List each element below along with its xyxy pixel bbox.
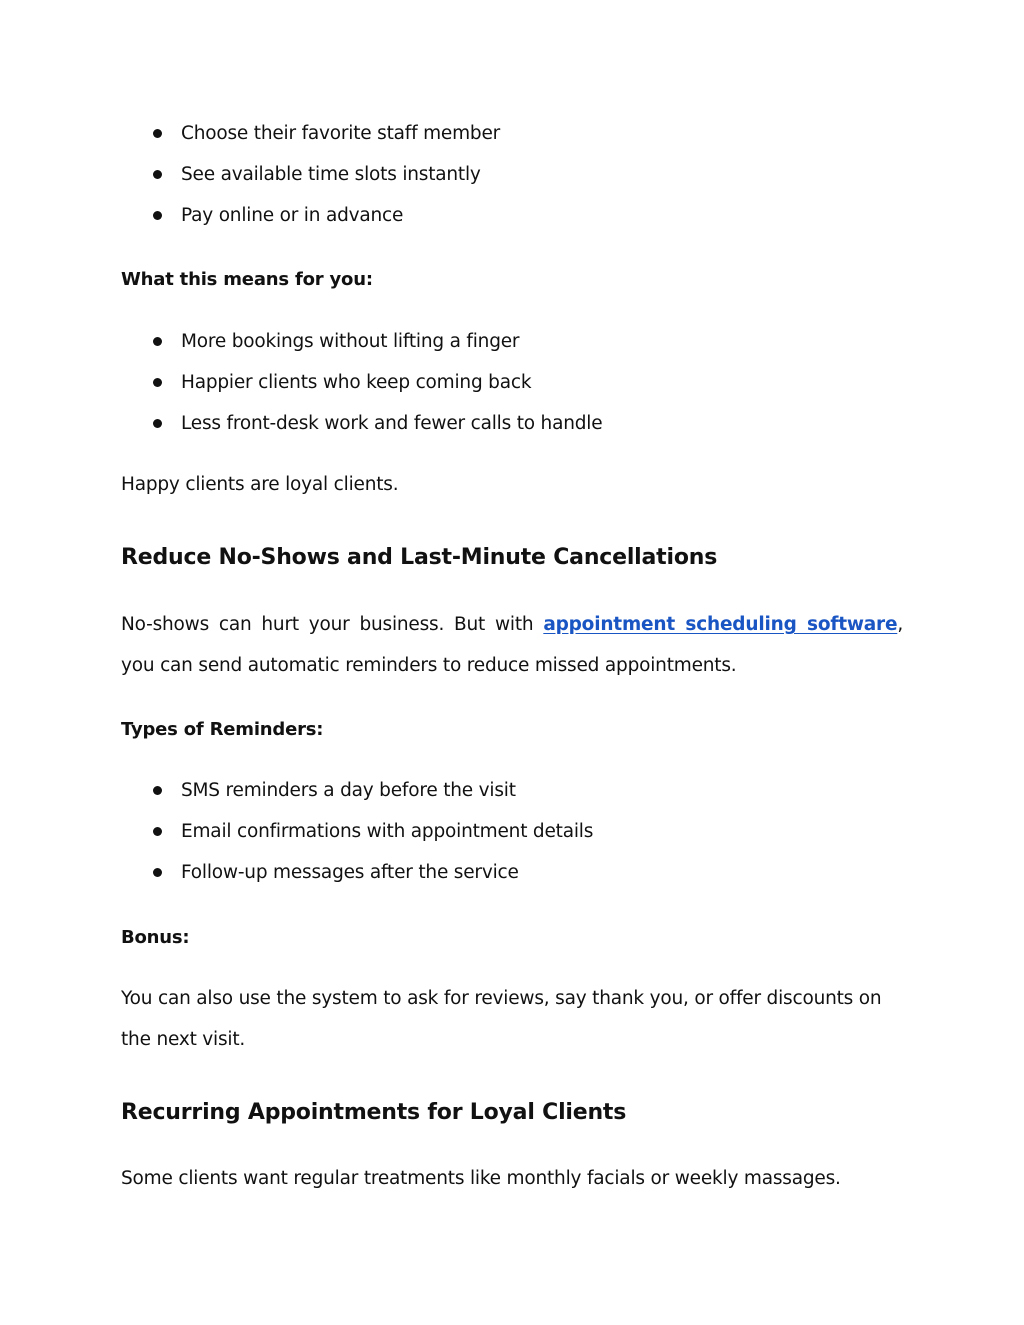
bullet-icon [153, 868, 162, 877]
list-item-text: Less front-desk work and fewer calls to handle [181, 413, 603, 434]
list-item-text: See available time slots instantly [181, 164, 481, 185]
bonus-label: Bonus: [121, 927, 190, 948]
list-item [121, 122, 903, 163]
recurring-paragraph: Some clients want regular treatments like monthly facials or weekly massages. [121, 1168, 841, 1189]
list-item-text: SMS reminders a day before the visit [181, 780, 516, 801]
means-list [121, 330, 903, 453]
recurring-heading: Recurring Appointments for Loyal Clients [121, 1100, 627, 1125]
noshows-text-before: No-shows can hurt your business. But with [121, 614, 544, 635]
list-item [121, 371, 903, 412]
appointment-software-link[interactable]: appointment scheduling software [543, 614, 898, 635]
noshows-paragraph [121, 604, 903, 686]
list-item [121, 861, 903, 902]
benefits-list [121, 122, 903, 245]
list-item [121, 204, 903, 245]
list-item-text: Happier clients who keep coming back [181, 372, 532, 393]
list-item [121, 163, 903, 204]
list-item [121, 779, 903, 820]
bullet-icon [153, 827, 162, 836]
list-item-text: Follow-up messages after the service [181, 862, 519, 883]
bullet-icon [153, 211, 162, 220]
reminders-label: Types of Reminders: [121, 719, 324, 740]
means-label: What this means for you: [121, 269, 373, 290]
list-item-text: More bookings without lifting a finger [181, 331, 520, 352]
bullet-icon [153, 378, 162, 387]
list-item-text: Email confirmations with appointment details [181, 821, 594, 842]
bullet-icon [153, 419, 162, 428]
list-item-text: Pay online or in advance [181, 205, 404, 226]
bullet-icon [153, 129, 162, 138]
noshows-heading: Reduce No-Shows and Last-Minute Cancellations [121, 545, 718, 570]
list-item [121, 330, 903, 371]
bullet-icon [153, 337, 162, 346]
bonus-paragraph: You can also use the system to ask for reviews, say thank you, or offer discounts on the next visit. [121, 988, 882, 1050]
reminders-list [121, 779, 903, 902]
list-item-text: Choose their favorite staff member [181, 123, 501, 144]
list-item [121, 412, 903, 453]
happy-clients-text: Happy clients are loyal clients. [121, 474, 399, 495]
bullet-icon [153, 170, 162, 179]
bullet-icon [153, 786, 162, 795]
noshows-text-after: , you can send automatic reminders to reduce missed appointments. [121, 614, 903, 676]
list-item [121, 820, 903, 861]
